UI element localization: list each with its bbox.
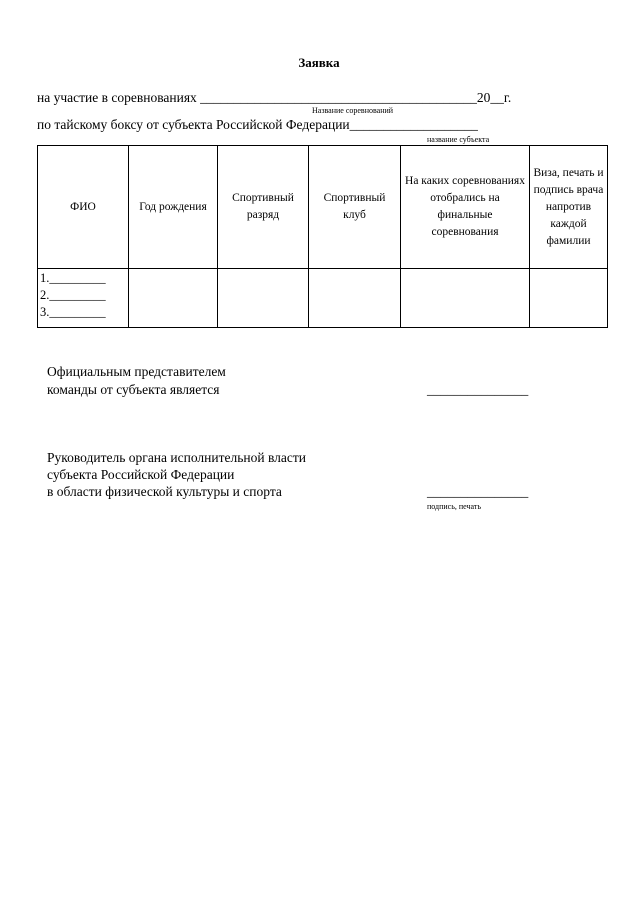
document-title: Заявка [298, 55, 340, 70]
doctor-visa-cell[interactable] [530, 269, 608, 328]
col-header-fio: ФИО [38, 146, 129, 269]
competition-caption: Название соревнований [312, 106, 394, 115]
col-header-sport-club: Спортивный клуб [309, 146, 401, 269]
birth-year-cell[interactable] [129, 269, 218, 328]
head-label-1: Руководитель органа исполнительной власти [47, 450, 306, 465]
table-row [38, 269, 608, 328]
col-header-birth-year: Год рождения [129, 146, 218, 269]
representative-label-1: Официальным представителем [47, 364, 226, 379]
participant-1[interactable]: 1._________ [40, 271, 106, 285]
col-header-sport-rank: Спортивный разряд [218, 146, 309, 269]
head-label-3: в области физической культуры и спорта [47, 484, 282, 499]
sport-club-cell[interactable] [309, 269, 401, 328]
subject-caption: название субъекта [427, 135, 490, 144]
qualifying-competitions-cell[interactable] [401, 269, 530, 328]
signature-caption: подпись, печать [427, 502, 482, 511]
col-header-qualifying-competitions: На каких соревнованиях отобрались на финальные соревнования [401, 146, 530, 269]
participant-3[interactable]: 3._________ [40, 305, 106, 319]
subject-line: по тайскому боксу от субъекта Российской Федерации___________________ [37, 117, 478, 132]
participant-2[interactable]: 2._________ [40, 288, 106, 302]
participant-names-cell [38, 269, 129, 328]
representative-signature-blank[interactable]: _______________ [427, 382, 529, 397]
representative-label-2: команды от субъекта является [47, 382, 220, 397]
head-label-2: субъекта Российской Федерации [47, 467, 235, 482]
head-signature-blank[interactable]: _______________ [427, 484, 529, 499]
col-header-doctor-visa: Виза, печать и подпись врача напротив каждой фамилии [530, 146, 608, 269]
table-header-row [38, 146, 608, 269]
competition-line: на участие в соревнованиях _________________________________________20__г. [37, 90, 512, 105]
participants-table [37, 145, 608, 328]
sport-rank-cell[interactable] [218, 269, 309, 328]
